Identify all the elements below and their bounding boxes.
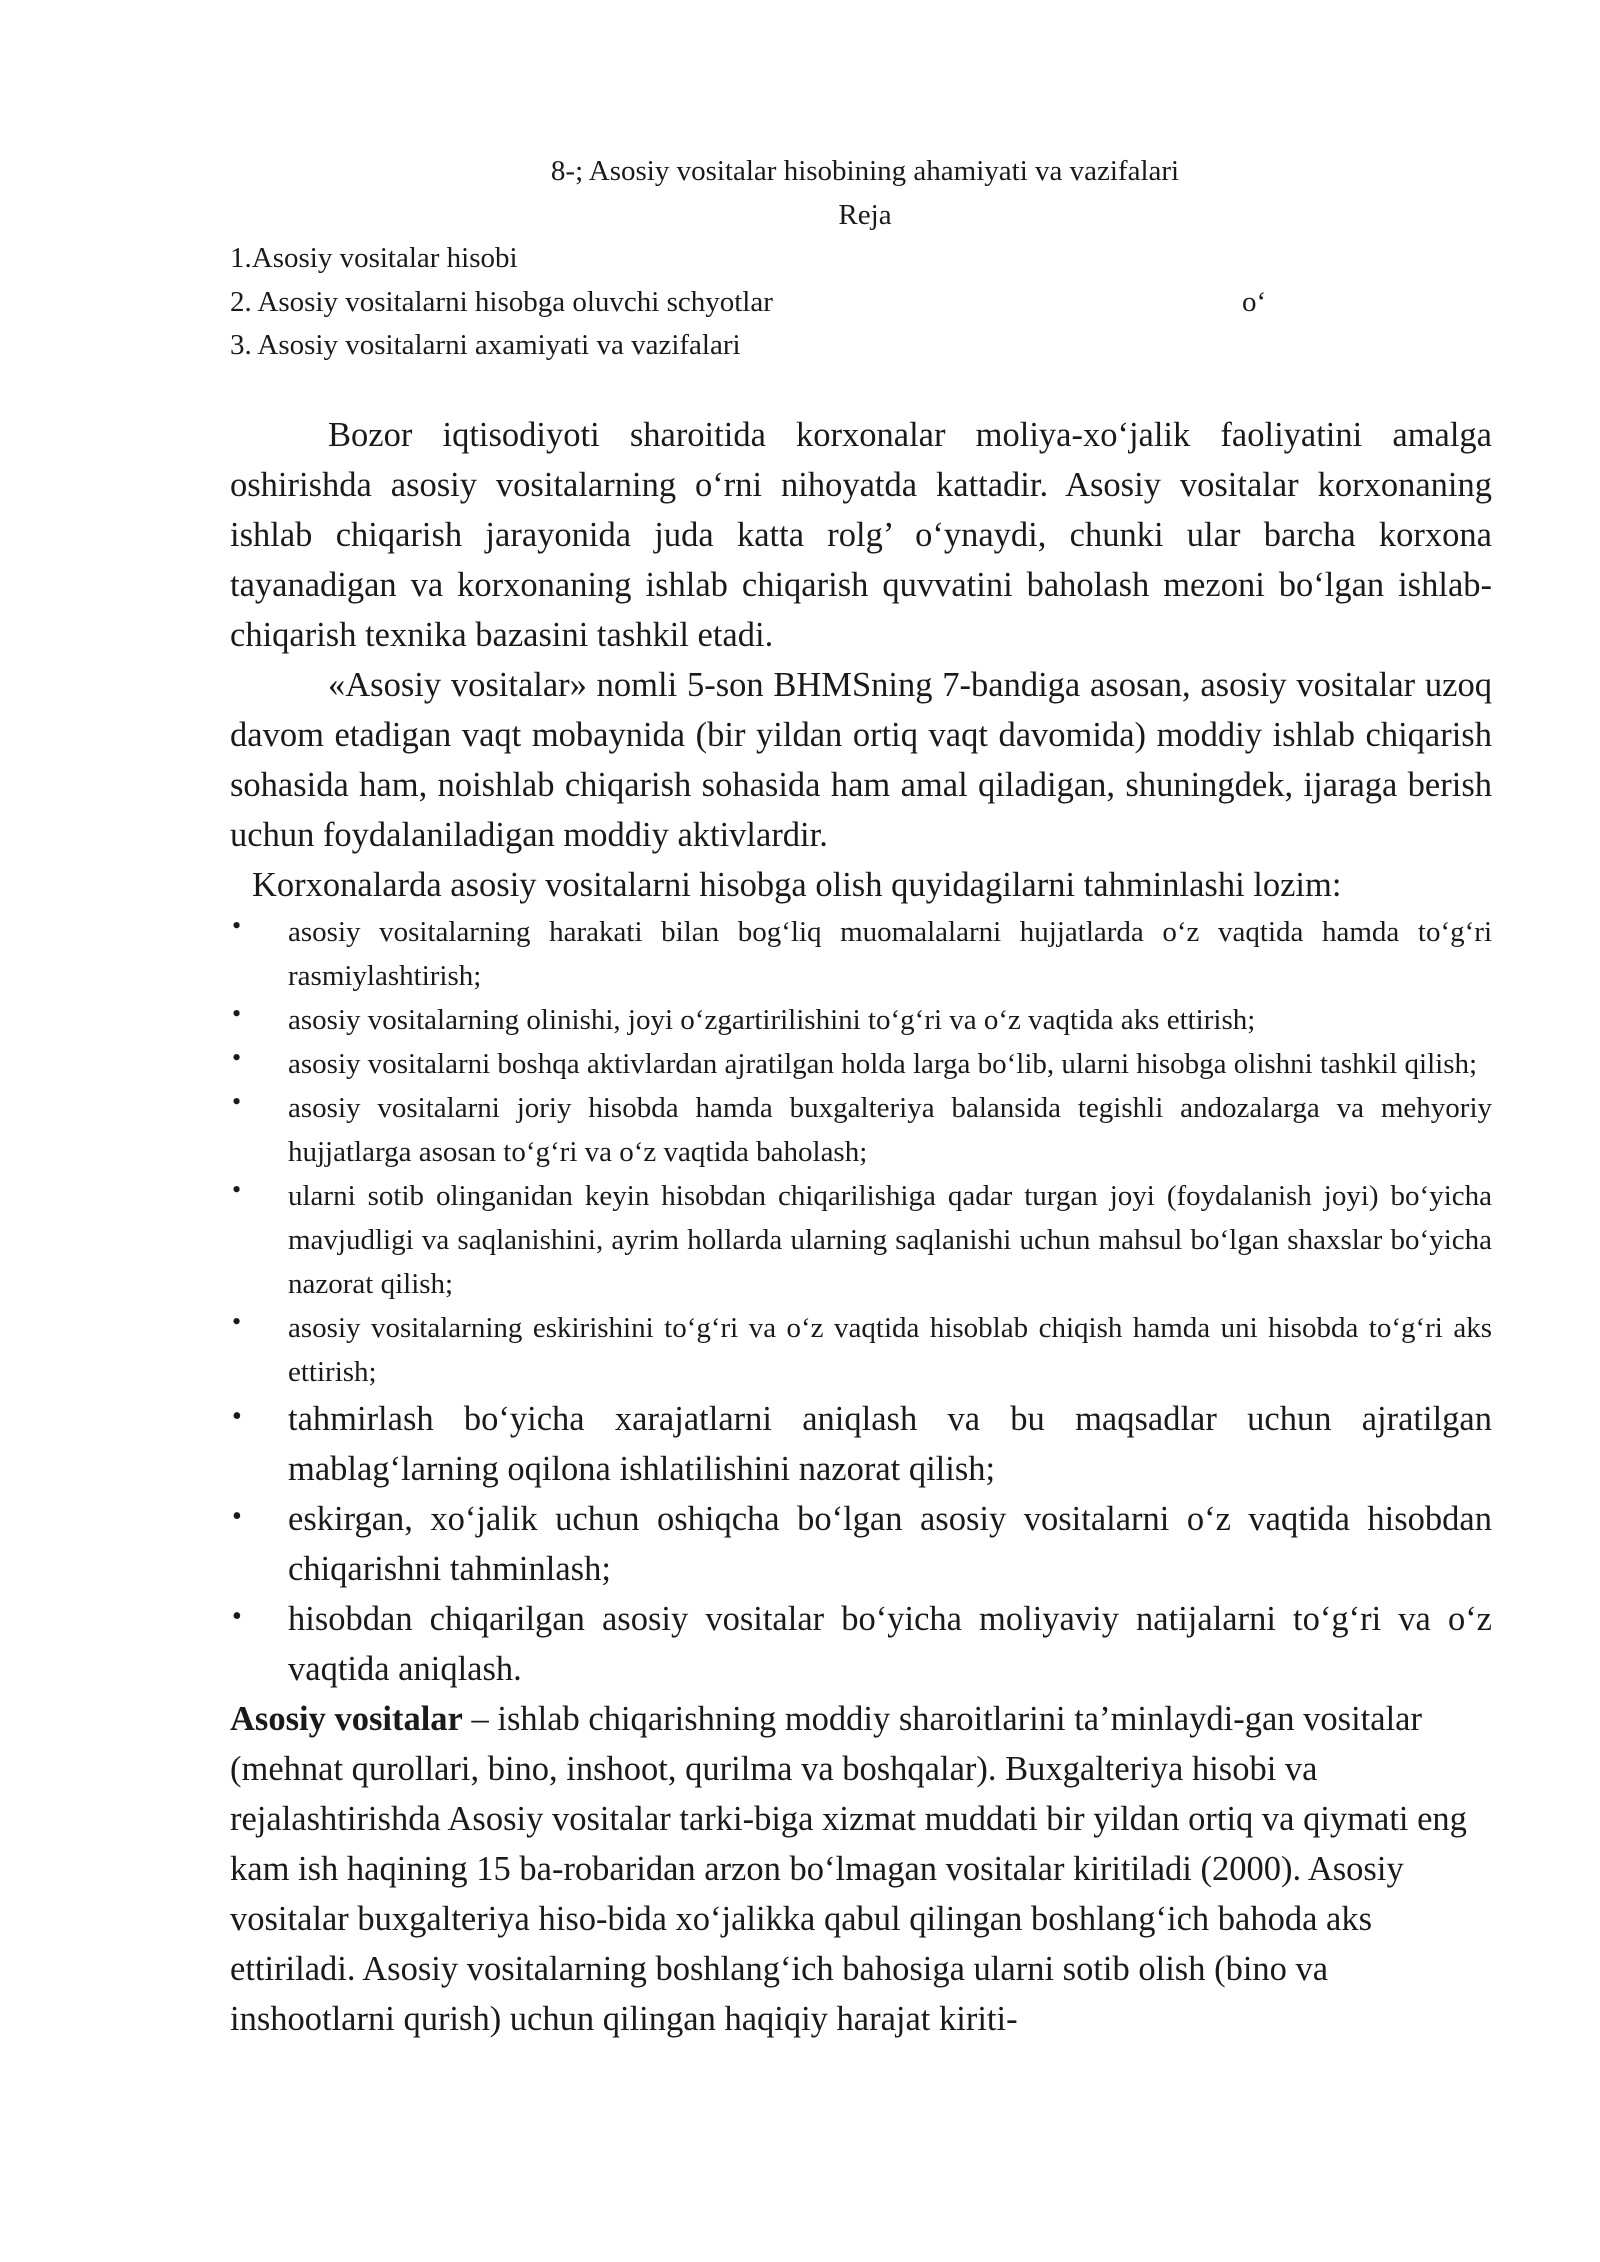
list-item-text: hisobdan chiqarilgan asosiy vositalar bo‘yicha moliyaviy natijalarni to‘g‘ri va o‘z vaqtida aniqlash. (288, 1600, 1492, 1688)
plan-list (230, 237, 1330, 368)
list-item-text: asosiy vositalarni joriy hisobda hamda buxgalteriya balansida tegishli andozalarga va mehyoriy hujjatlarga asosan to‘g‘ri va o‘z vaqtida baholash; (288, 1092, 1492, 1168)
plan-item: 3. Asosiy vositalarni axamiyati va vazifalari (230, 329, 741, 361)
bullet-icon: • (232, 1401, 242, 1432)
paragraph: Bozor iqtisodiyoti sharoitida korxonalar moliya-xo‘jalik faoliyatini amalga oshirishda asosiy vositalarning o‘rni nihoyatda kattadir. Asosiy vositalar korxonaning ishlab chiqarish jarayonida juda katta rolg’ o‘ynaydi, chunki ular barcha korxona tayanadigan va korxonaning ishlab chiqarish quvvatini baholash mezoni bo‘lgan ishlab-chiqarish texnika bazasini tashkil etadi. (230, 416, 1492, 654)
list-item (230, 1594, 1492, 1694)
bullet-icon: • (232, 1043, 242, 1072)
list-item (230, 1086, 1492, 1174)
bullet-icon: • (232, 1601, 242, 1632)
list-item-text: asosiy vositalarning eskirishini to‘g‘ri va o‘z vaqtida hisoblab chiqish hamda uni hisobda to‘g‘ri aks ettirish; (288, 1312, 1492, 1388)
document-body (230, 410, 1492, 2044)
list-item-text: eskirgan, xo‘jalik uchun oshiqcha bo‘lgan asosiy vositalarni o‘z vaqtida hisobdan chiqarishni tahminlash; (288, 1500, 1492, 1588)
definition-text: – ishlab chiqarishning moddiy sharoitlarini ta’minlaydi-gan vositalar (mehnat qurollari, bino, inshoot, qurilma va boshqalar). Buxgalteriya hisobi va rejalashtirishda Asosiy vositalar tarki-biga xizmat muddati bir yildan ortiq va qiymati eng kam ish haqining 15 ba-robaridan arzon bo‘lmagan vositalar kiritiladi (2000). Asosiy vositalar buxgalteriya hiso-bida xo‘jalikka qabul qilingan boshlang‘ich bahoda aks ettiriladi. Asosiy vositalarning boshlang‘ich bahosiga ularni sotib olish (bino va inshootlarni qurish) uchun qilingan haqiqiy harajat kiriti- (230, 1700, 1467, 2038)
list-item (230, 1306, 1492, 1394)
list-item (230, 910, 1492, 998)
list-item (230, 1394, 1492, 1494)
list-item (230, 998, 1492, 1042)
bullet-icon: • (232, 1087, 242, 1116)
list-item (230, 1042, 1492, 1086)
bullet-icon: • (232, 1307, 242, 1336)
plan-heading: Reja (838, 199, 892, 231)
plan-item: 1.Asosiy vositalar hisobi (230, 242, 518, 274)
plan-item: 2. Asosiy vositalarni hisobga oluvchi schyotlar (230, 285, 773, 318)
list-item-text: asosiy vositalarning olinishi, joyi o‘zgartirilishini to‘g‘ri va o‘z vaqtida aks ettirish; (288, 1004, 1256, 1036)
list-item-text: asosiy vositalarni boshqa aktivlardan ajratilgan holda larga bo‘lib, ularni hisobga olishni tashkil qilish; (288, 1048, 1478, 1080)
paragraph: «Asosiy vositalar» nomli 5-son BHMSning 7-bandiga asosan, asosiy vositalar uzoq davom etadigan vaqt mobaynida (bir yildan ortiq vaqt davomida) moddiy ishlab chiqarish sohasida ham, noishlab chiqarish sohasida ham amal qiladigan, shuningdek, ijaraga berish uchun foydalaniladigan moddiy aktivlardir. (230, 666, 1492, 854)
stray-character: o‘ (1242, 286, 1267, 318)
bullet-icon: • (232, 911, 242, 940)
list-item (230, 1494, 1492, 1594)
list-intro: Korxonalarda asosiy vositalarni hisobga olish quyidagilarni tahminlashi lozim: (252, 866, 1342, 904)
requirements-list (230, 910, 1492, 1694)
bullet-icon: • (232, 1501, 242, 1532)
bullet-icon: • (232, 1175, 242, 1204)
definition-paragraph (230, 1694, 1492, 2044)
list-item-text: ularni sotib olinganidan keyin hisobdan chiqarilishiga qadar turgan joyi (foydalanish joyi) bo‘yicha mavjudligi va saqlanishini, ayrim hollarda ularning saqlanishi uchun mahsul bo‘lgan shaxslar bo‘yicha nazorat qilish; (288, 1180, 1492, 1300)
bullet-icon: • (232, 999, 242, 1028)
document-title: 8-; Asosiy vositalar hisobining ahamiyati va vazifalari (550, 155, 1180, 187)
list-item-text: tahmirlash bo‘yicha xarajatlarni aniqlash va bu maqsadlar uchun ajratilgan mablag‘larning oqilona ishlatilishini nazorat qilish; (288, 1400, 1492, 1488)
list-item (230, 1174, 1492, 1306)
definition-term: Asosiy vositalar (230, 1700, 463, 1738)
list-item-text: asosiy vositalarning harakati bilan bog‘liq muomalalarni hujjatlarda o‘z vaqtida hamda to‘g‘ri rasmiylashtirish; (288, 916, 1492, 992)
